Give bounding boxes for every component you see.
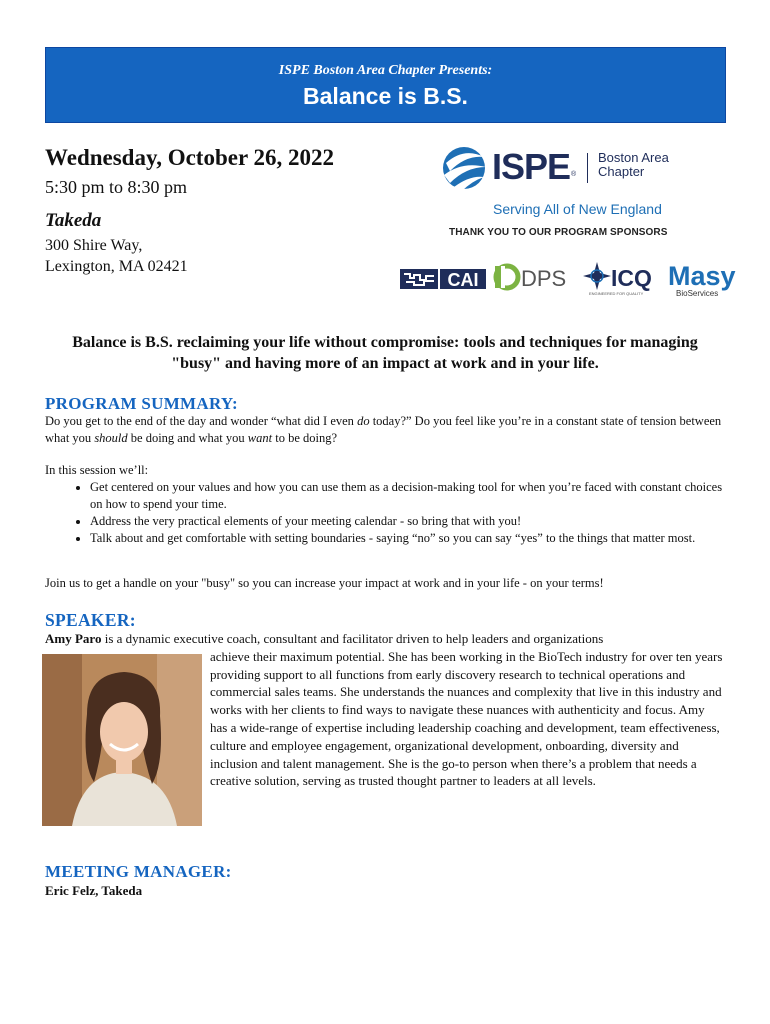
event-date: Wednesday, October 26, 2022 <box>45 145 335 170</box>
summary-closing: Join us to get a handle on your "busy" so you can increase your impact at work and in your life - on your terms! <box>45 576 604 590</box>
sponsor-icq <box>583 260 663 301</box>
globe-map-icon <box>400 266 488 292</box>
masy-text: Masy <box>668 261 736 291</box>
masy-logo <box>668 258 738 298</box>
summary-text-a: Do you get to the end of the day and wonder “what did I even <box>45 414 358 428</box>
summary-emph-should: should <box>94 431 128 445</box>
speaker-bio-rest: achieve their maximum potential. She has been working in the BioTech industry for over ten years providing support to all functions from early discovery research to technical operations and commercial sales teams. She understands the nuances and complexity that live in this industry and works with her clients to find ways to navigate these nuances with authenticity and focus. Amy has a wide-range of expertise including leadership coaching and development, team effectiveness, culture and employee engagement, organizational development, onboarding, diversity and inclusion and talent management. She is the go-to person when there’s a problem that needs a creative solution, serving as trusted thought partner to leaders at all levels. <box>210 648 723 789</box>
header-banner <box>45 47 726 123</box>
sponsor-masy <box>668 258 738 303</box>
summary-emph-do: do <box>357 414 370 428</box>
program-summary-paragraph <box>45 413 735 447</box>
session-bullets <box>45 479 735 547</box>
sponsors-label: THANK YOU TO OUR PROGRAM SPONSORS <box>449 227 668 238</box>
speaker-heading: SPEAKER: <box>45 610 136 630</box>
sponsor-logos <box>398 258 738 298</box>
masy-subtext: BioServices <box>676 289 719 298</box>
ispe-chapter-name <box>598 151 669 179</box>
speaker-bio-first: is a dynamic executive coach, consultant and facilitator driven to help leaders and organizations <box>101 631 604 646</box>
session-list <box>45 462 735 547</box>
dps-text: DPS <box>521 266 567 291</box>
logo-divider <box>587 153 588 183</box>
ispe-globe-icon <box>440 145 488 191</box>
meeting-manager-name: Eric Felz, Takeda <box>45 883 143 898</box>
icq-subtext: ENGINEERED FOR QUALITY <box>589 291 644 296</box>
page-title: Balance is B.S. <box>303 83 468 109</box>
program-headline: Balance is B.S. reclaiming your life without compromise: tools and techniques for managing "busy" and having more of an impact at work and in your life. <box>72 334 698 372</box>
program-summary-heading: PROGRAM SUMMARY: <box>45 394 238 413</box>
sponsor-cai <box>400 266 488 297</box>
ispe-wordmark: ISPE <box>492 146 571 187</box>
speaker-photo <box>42 654 202 826</box>
summary-emph-want: want <box>247 431 273 445</box>
event-time: 5:30 pm to 8:30 pm <box>45 177 188 197</box>
dps-circle-icon <box>493 262 573 292</box>
event-address-line2: Lexington, MA 02421 <box>45 258 188 275</box>
speaker-name: Amy Paro <box>45 631 102 646</box>
sponsor-dps <box>493 262 573 297</box>
event-address-line1: 300 Shire Way, <box>45 237 143 254</box>
event-info <box>45 144 405 277</box>
icq-text: ICQ <box>611 265 652 291</box>
ispe-registered-mark: ® <box>571 171 577 178</box>
cai-text: CAI <box>447 270 479 290</box>
event-venue: Takeda <box>45 210 102 231</box>
summary-text-d: to be doing? <box>272 431 338 445</box>
summary-text-c: be doing and what you <box>127 431 248 445</box>
list-item: • Get centered on your values and how you can use them as a decision-making tool for when you’re faced with constant choices on how to spend your time. <box>90 479 735 513</box>
list-item: • Address the very practical elements of your meeting calendar - so bring that with you! <box>90 513 735 530</box>
ispe-tagline: Serving All of New England <box>493 201 662 217</box>
session-intro: In this session we’ll: <box>45 463 149 477</box>
chapter-line1: Boston Area <box>598 150 669 165</box>
meeting-manager-heading: MEETING MANAGER: <box>45 862 232 881</box>
chapter-line2: Chapter <box>598 164 645 179</box>
summary-text-b: today?” Do you feel like you’re in a constant state of tension between what you <box>45 414 722 445</box>
header-pretitle: ISPE Boston Area Chapter Presents: <box>278 63 493 78</box>
compass-star-icon <box>583 260 663 296</box>
speaker-portrait-image <box>42 654 202 826</box>
list-item: • Talk about and get comfortable with setting boundaries - saying “no” so you can say “yes” to the things that matter most. <box>90 530 735 547</box>
